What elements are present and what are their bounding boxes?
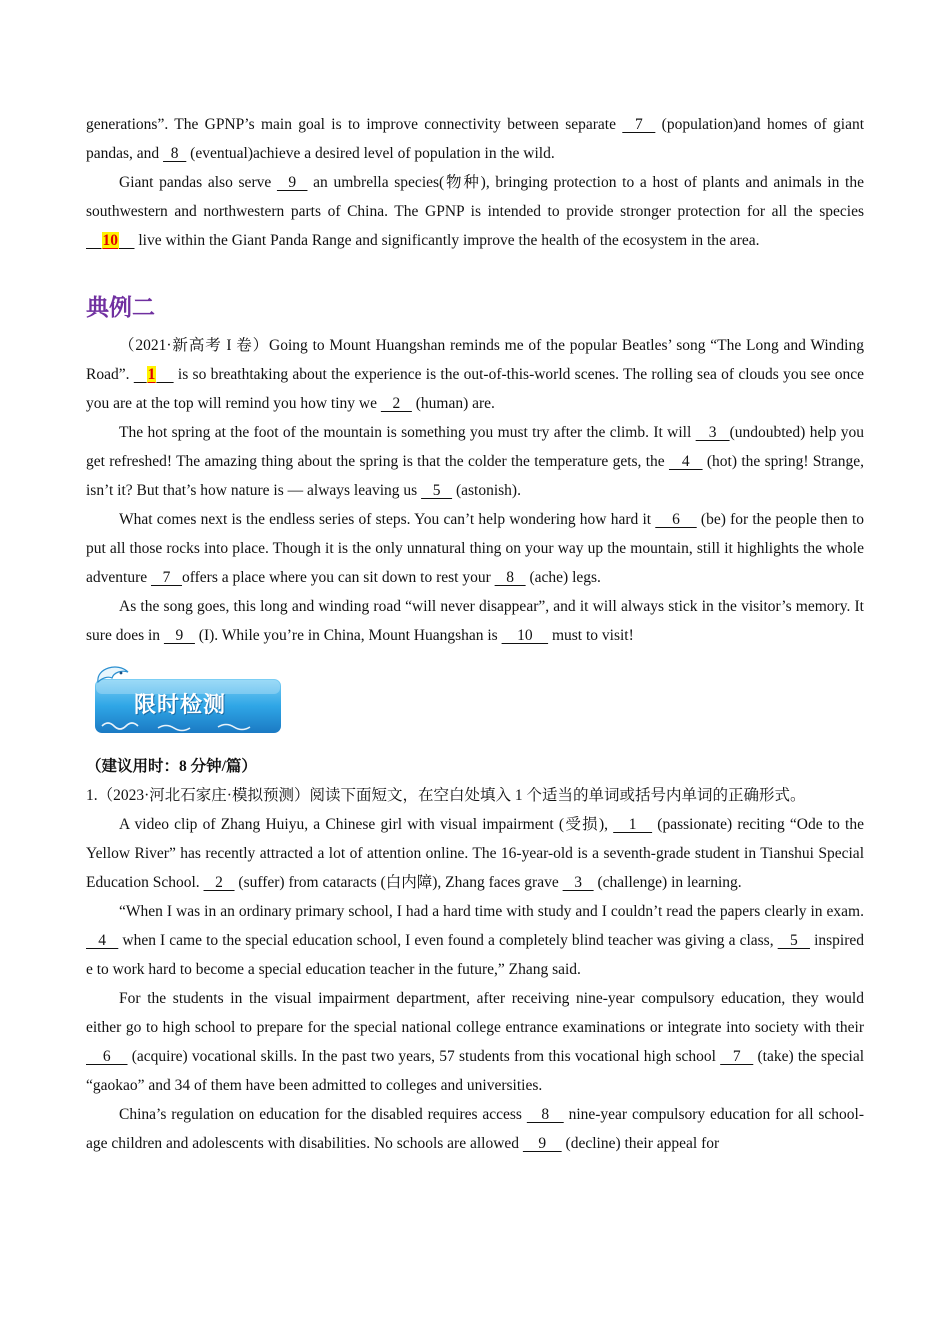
blank-4: 4 — [86, 932, 119, 949]
question-1-instruction: 1.（2023·河北石家庄·模拟预测）阅读下面短文，在空白处填入 1 个适当的单词或括号内单词的正确形式。 — [86, 787, 806, 804]
blank-5: 5 — [421, 482, 453, 499]
paragraph: Giant pandas also serve 9 an umbrella species(物种), bringing protection to a host of plants and animals in the southwestern and northwestern parts of China. The GPNP is intended to provide stronger protection for all the species 10 live within the Giant Panda Range and significantly improve the health of the ecosystem in the area. — [86, 174, 864, 249]
blank-1-highlighted: 1 — [147, 366, 156, 383]
timed-test-banner — [86, 664, 864, 744]
document-page — [86, 110, 864, 1158]
banner-title: 限时检测 — [134, 693, 227, 718]
blank-9: 9 — [163, 627, 195, 644]
blank-1-post — [156, 366, 173, 383]
paragraph: As the song goes, this long and winding road “will never disappear”, and it will always stick in the visitor’s memory. It sure does in 9 (I). While you’re in China, Mount Huangshan is 10 must to visit! — [86, 598, 864, 644]
blank-2: 2 — [203, 874, 235, 891]
paragraph: For the students in the visual impairment department, after receiving nine-year compulsory education, they would either go to high school to prepare for the special national college entrance examinations or integrate into society with their 6 (acquire) vocational skills. In the past two years, 57 students from this vocational high school 7 (take) the special “gaokao” and 34 of them have been admitted to colleges and universities. — [86, 990, 865, 1094]
blank-1-pre — [134, 366, 147, 383]
blank-4: 4 — [668, 453, 703, 470]
blank-7: 7 — [720, 1048, 754, 1065]
blank-9: 9 — [522, 1135, 562, 1152]
paragraph: （2021·新高考 I 卷）Going to Mount Huangshan reminds me of the popular Beatles’ song “The Long and Winding Road”. 1 is so breathtaking about the experience is the out-of-this-world scenes. The rolling sea of clouds you see once you are at the top will remind you how tiny we 2 (human) are. — [86, 337, 865, 412]
blank-7: 7 — [150, 569, 182, 586]
blank-8: 8 — [526, 1106, 564, 1123]
paragraph: China’s regulation on education for the disabled requires access 8 nine-year compulsory education for all school-age children and adolescents with disabilities. No schools are allowed 9 (decline) their appeal for — [86, 1106, 865, 1152]
blank-3: 3 — [695, 424, 730, 441]
blank-5: 5 — [777, 932, 810, 949]
blank-8: 8 — [163, 145, 187, 162]
blank-10-pre — [86, 232, 102, 249]
paragraph: A video clip of Zhang Huiyu, a Chinese girl with visual impairment (受损), 1 (passionate) reciting “Ode to the Yellow River” has recently attracted a lot of attention online. The 16-year-old is a seventh-grade student in Tianshui Special Education School. 2 (suffer) from cataracts (白内障), Zhang faces grave 3 (challenge) in learning. — [86, 816, 864, 891]
blank-10: 10 — [501, 627, 549, 644]
blank-8: 8 — [494, 569, 526, 586]
paragraph: The hot spring at the foot of the mountain is something you must try after the climb. It will 3 (undoubted) help you get refreshed! The amazing thing about the spring is that the colder the temperature gets, the 4 (hot) the spring! Strange, isn’t it? But that’s how nature is — always leaving us 5 (astonish). — [86, 424, 865, 499]
blank-9: 9 — [276, 174, 308, 191]
paragraph: What comes next is the endless series of steps. You can’t help wondering how hard it 6 (be) for the people then to put all those rocks into place. Though it is the only unnatural thing on your way up the mountain, still it highlights the whole adventure 7 offers a place where you can sit down to rest your 8 (ache) legs. — [86, 511, 864, 586]
blank-3: 3 — [562, 874, 594, 891]
blank-6: 6 — [86, 1048, 128, 1065]
blank-1: 1 — [613, 816, 653, 833]
blank-10-highlighted: 10 — [102, 232, 118, 249]
section-heading-example-2: 典例二 — [86, 295, 155, 321]
blank-7: 7 — [622, 116, 656, 133]
paragraph: generations”. The GPNP’s main goal is to improve connectivity between separate 7 (population)and homes of giant pandas, and 8 (eventual)achieve a desired level of population in the wild. — [86, 116, 865, 162]
blank-2: 2 — [380, 395, 412, 412]
blank-6: 6 — [655, 511, 697, 528]
suggested-time: （建议用时：8 分钟/篇） — [86, 758, 257, 775]
paragraph: “When I was in an ordinary primary school, I had a hard time with study and I couldn’t read the papers clearly in exam. 4 when I came to the special education school, I even found a completely blind teacher was giving a class, 5 inspired e to work hard to become a special education teacher in the future,” Zhang said. — [86, 903, 865, 978]
blank-10-post — [119, 232, 135, 249]
